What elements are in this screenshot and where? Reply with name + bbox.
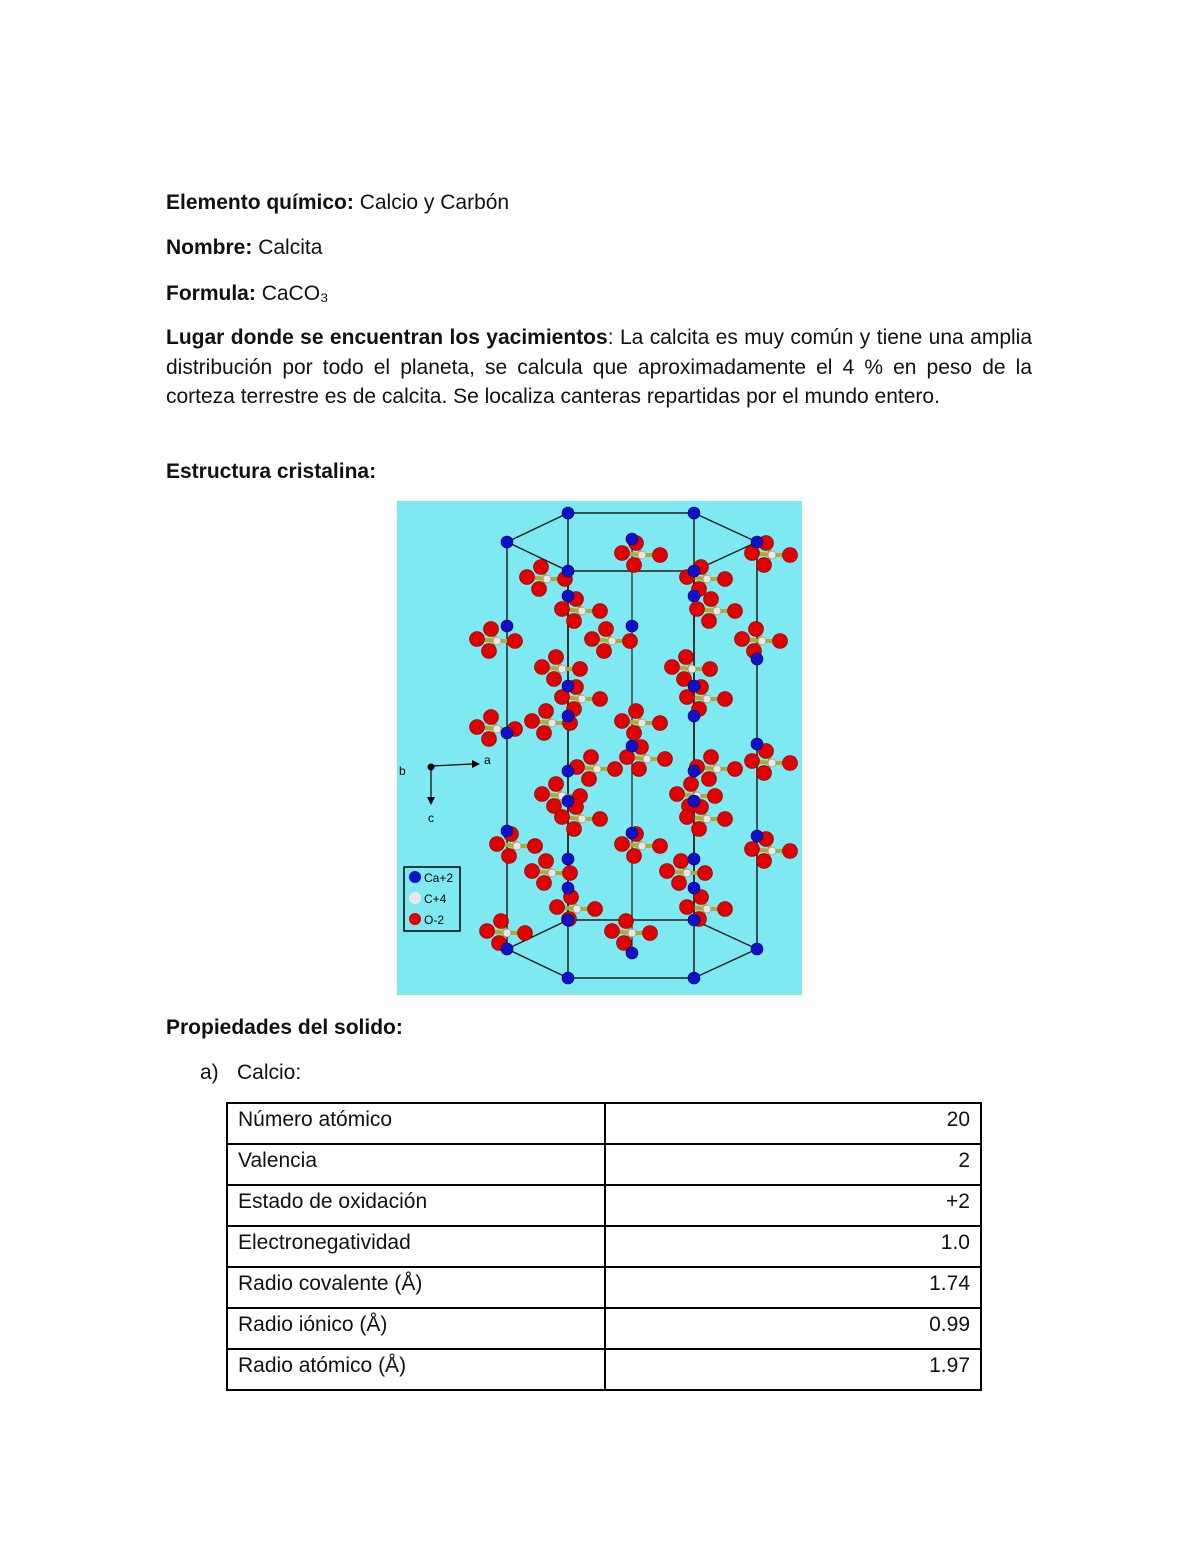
oxygen-atom — [679, 650, 694, 665]
calcium-atom — [688, 914, 700, 926]
oxygen-atom — [757, 558, 772, 573]
calcium-atom — [751, 738, 763, 750]
oxygen-atom — [718, 692, 733, 707]
list-item-label: Calcio: — [237, 1061, 302, 1084]
field-value: Calcita — [258, 236, 323, 259]
oxygen-atom — [783, 756, 798, 771]
oxygen-atom — [484, 710, 499, 725]
field-label: Formula: — [166, 282, 256, 305]
oxygen-atom — [680, 810, 695, 825]
row-value: 1.0 — [605, 1226, 981, 1267]
calcium-atom — [562, 710, 574, 722]
oxygen-atom — [718, 572, 733, 587]
oxygen-atom — [718, 902, 733, 917]
oxygen-atom — [537, 876, 552, 891]
calcium-atom — [562, 914, 574, 926]
oxygen-atom — [653, 839, 668, 854]
carbon-atom — [548, 719, 556, 727]
oxygen-atom — [584, 750, 599, 765]
calcium-atom — [751, 536, 763, 548]
calcium-atom — [562, 765, 574, 777]
axis-a-label: a — [484, 753, 491, 767]
cell-edge — [694, 513, 757, 542]
oxygen-atom — [615, 714, 630, 729]
oxygen-atom — [549, 650, 564, 665]
oxygen-atom — [658, 752, 673, 767]
oxygen-atom — [582, 772, 597, 787]
oxygen-atom — [735, 632, 750, 647]
cell-edge — [507, 513, 568, 542]
calcium-atom — [751, 653, 763, 665]
calcium-atom — [688, 565, 700, 577]
field-propiedades — [166, 1013, 403, 1043]
oxygen-atom — [749, 622, 764, 637]
oxygen-atom — [783, 844, 798, 859]
legend-ca: Ca+2 — [424, 871, 454, 885]
field-value: CaCO₃ — [261, 282, 329, 305]
carbon-atom — [683, 869, 691, 877]
row-label: Número atómico — [227, 1103, 605, 1144]
field-label: Nombre: — [166, 236, 253, 259]
row-value: 1.74 — [605, 1267, 981, 1308]
oxygen-atom — [555, 602, 570, 617]
oxygen-atom — [549, 777, 564, 792]
carbon-atom — [578, 695, 586, 703]
oxygen-atom — [539, 704, 554, 719]
carbon-atom — [593, 765, 601, 773]
carbon-atom — [768, 759, 776, 767]
legend-o: O-2 — [424, 913, 445, 927]
calcium-atom — [688, 710, 700, 722]
oxygen-atom — [470, 720, 485, 735]
oxygen-atom — [690, 602, 705, 617]
ca-legend-swatch — [409, 871, 421, 883]
section-heading: Estructura cristalina: — [166, 460, 377, 483]
oxygen-atom — [520, 570, 535, 585]
oxygen-atom — [745, 754, 760, 769]
row-label: Valencia — [227, 1144, 605, 1185]
calcium-atom — [501, 536, 513, 548]
oxygen-atom — [692, 822, 707, 837]
field-elemento — [166, 188, 509, 218]
carbon-atom — [638, 551, 646, 559]
list-marker: a) — [200, 1061, 219, 1084]
field-lugar — [166, 323, 1032, 412]
oxygen-atom — [550, 900, 565, 915]
calcium-atom — [751, 943, 763, 955]
carbon-atom — [703, 905, 711, 913]
oxygen-atom — [502, 849, 517, 864]
carbon-atom — [758, 637, 766, 645]
row-value: 1.97 — [605, 1349, 981, 1390]
calcium-atom — [562, 507, 574, 519]
o-legend-swatch — [409, 913, 421, 925]
figure-legend — [404, 867, 460, 931]
oxygen-atom — [528, 839, 543, 854]
oxygen-atom — [728, 604, 743, 619]
calcium-atom — [501, 943, 513, 955]
carbon-atom — [703, 695, 711, 703]
calcium-atom — [562, 565, 574, 577]
oxygen-atom — [599, 622, 614, 637]
oxygen-atom — [615, 546, 630, 561]
c-legend-swatch — [409, 892, 421, 904]
oxygen-atom — [593, 812, 608, 827]
row-value: +2 — [605, 1185, 981, 1226]
carbon-atom — [493, 637, 501, 645]
oxygen-atom — [573, 662, 588, 677]
carbon-atom — [493, 725, 501, 733]
calcium-atom — [688, 590, 700, 602]
section-heading: Propiedades del solido: — [166, 1016, 403, 1039]
oxygen-atom — [535, 787, 550, 802]
calcium-atom — [501, 620, 513, 632]
oxygen-atom — [525, 714, 540, 729]
table-row — [227, 1103, 981, 1144]
carbon-atom — [548, 869, 556, 877]
table-row — [227, 1144, 981, 1185]
row-label: Radio iónico (Å) — [227, 1308, 605, 1349]
calcium-atom — [688, 882, 700, 894]
oxygen-atom — [674, 854, 689, 869]
carbon-atom — [713, 607, 721, 615]
oxygen-atom — [567, 822, 582, 837]
oxygen-atom — [619, 914, 634, 929]
axis-c-label: c — [428, 811, 434, 825]
oxygen-atom — [708, 789, 723, 804]
oxygen-atom — [532, 582, 547, 597]
carbon-atom — [558, 665, 566, 673]
field-nombre — [166, 233, 322, 263]
oxygen-atom — [482, 732, 497, 747]
oxygen-atom — [480, 924, 495, 939]
oxygen-atom — [704, 750, 719, 765]
carbon-atom — [573, 905, 581, 913]
oxygen-atom — [702, 614, 717, 629]
calcium-atom — [688, 680, 700, 692]
field-value: : La calcita es muy común y tiene una amplia distribución por todo el planeta, se calcula que aproximadamente el 4 % en peso de la corteza terrestre es de calcita. Se localiza canteras repartidas por el mundo entero. — [166, 326, 1033, 408]
carbon-atom — [768, 847, 776, 855]
table-row — [227, 1185, 981, 1226]
table-row — [227, 1226, 981, 1267]
oxygen-atom — [588, 902, 603, 917]
calcium-atom — [751, 830, 763, 842]
oxygen-atom — [484, 622, 499, 637]
cell-edge — [507, 949, 568, 978]
carbon-atom — [578, 607, 586, 615]
oxygen-atom — [593, 692, 608, 707]
crystal-structure-figure — [397, 501, 802, 995]
row-label: Radio covalente (Å) — [227, 1267, 605, 1308]
oxygen-atom — [698, 866, 713, 881]
carbon-atom — [503, 929, 511, 937]
oxygen-atom — [539, 854, 554, 869]
field-value: Calcio y Carbón — [359, 191, 510, 214]
carbon-atom — [628, 929, 636, 937]
calcium-atom — [501, 727, 513, 739]
legend-c: C+4 — [424, 892, 447, 906]
oxygen-atom — [547, 672, 562, 687]
properties-table — [226, 1102, 982, 1391]
calcium-atom — [688, 765, 700, 777]
axes-indicator — [399, 753, 491, 825]
oxygen-atom — [629, 704, 644, 719]
calcium-atom — [562, 590, 574, 602]
row-label: Electronegatividad — [227, 1226, 605, 1267]
oxygen-atom — [653, 548, 668, 563]
field-formula — [166, 279, 329, 309]
carbon-atom — [638, 842, 646, 850]
calcium-atom — [562, 795, 574, 807]
calcium-atom — [626, 827, 638, 839]
carbon-atom — [688, 665, 696, 673]
oxygen-atom — [627, 849, 642, 864]
oxygen-atom — [757, 766, 772, 781]
row-value: 20 — [605, 1103, 981, 1144]
oxygen-atom — [534, 560, 549, 575]
row-label: Estado de oxidación — [227, 1185, 605, 1226]
axis-b-label: b — [399, 764, 406, 778]
oxygen-atom — [704, 592, 719, 607]
calcium-atom — [626, 620, 638, 632]
oxygen-atom — [643, 926, 658, 941]
oxygen-atom — [665, 660, 680, 675]
table-row — [227, 1308, 981, 1349]
field-label: Elemento químico: — [166, 191, 354, 214]
calcium-atom — [626, 533, 638, 545]
oxygen-atom — [518, 926, 533, 941]
oxygen-atom — [680, 900, 695, 915]
oxygen-atom — [567, 614, 582, 629]
oxygen-atom — [632, 762, 647, 777]
oxygen-atom — [718, 812, 733, 827]
crystal-structure-diagram — [397, 501, 802, 995]
carbon-atom — [578, 815, 586, 823]
oxygen-atom — [653, 716, 668, 731]
table-row — [227, 1349, 981, 1390]
carbon-atom — [768, 551, 776, 559]
oxygen-atom — [482, 644, 497, 659]
carbon-atom — [713, 765, 721, 773]
oxygen-atom — [684, 777, 699, 792]
table-row — [227, 1267, 981, 1308]
oxygen-atom — [728, 762, 743, 777]
oxygen-atom — [494, 914, 509, 929]
oxygen-atom — [525, 864, 540, 879]
oxygen-atom — [783, 548, 798, 563]
cell-edge — [694, 949, 757, 978]
oxygen-atom — [670, 787, 685, 802]
oxygen-atom — [703, 662, 718, 677]
row-label: Radio atómico (Å) — [227, 1349, 605, 1390]
calcium-atom — [562, 853, 574, 865]
oxygen-atom — [605, 924, 620, 939]
carbon-atom — [638, 719, 646, 727]
calcium-atom — [562, 972, 574, 984]
carbon-atom — [703, 575, 711, 583]
oxygen-atom — [672, 876, 687, 891]
oxygen-atom — [660, 864, 675, 879]
oxygen-atom — [508, 634, 523, 649]
field-estructura — [166, 457, 376, 487]
oxygen-atom — [623, 634, 638, 649]
oxygen-atom — [470, 632, 485, 647]
carbon-atom — [643, 755, 651, 763]
oxygen-atom — [563, 866, 578, 881]
calcium-atom — [688, 972, 700, 984]
oxygen-atom — [608, 762, 623, 777]
row-value: 2 — [605, 1144, 981, 1185]
calcium-atom — [562, 882, 574, 894]
oxygen-atom — [773, 634, 788, 649]
oxygen-atom — [627, 726, 642, 741]
oxygen-atom — [537, 726, 552, 741]
oxygen-atom — [597, 644, 612, 659]
oxygen-atom — [593, 604, 608, 619]
oxygen-atom — [745, 842, 760, 857]
field-label: Lugar donde se encuentran los yacimientos — [166, 326, 608, 349]
oxygen-atom — [535, 660, 550, 675]
carbon-atom — [513, 842, 521, 850]
calcium-atom — [501, 825, 513, 837]
oxygen-atom — [555, 810, 570, 825]
oxygen-atom — [627, 558, 642, 573]
calcium-atom — [688, 507, 700, 519]
calcium-atom — [688, 795, 700, 807]
carbon-atom — [703, 815, 711, 823]
calcium-atom — [562, 680, 574, 692]
oxygen-atom — [585, 632, 600, 647]
list-item — [200, 1058, 301, 1088]
carbon-atom — [608, 637, 616, 645]
oxygen-atom — [490, 837, 505, 852]
calcium-atom — [626, 947, 638, 959]
oxygen-atom — [757, 854, 772, 869]
oxygen-atom — [702, 772, 717, 787]
calcium-atom — [626, 740, 638, 752]
calcium-atom — [688, 853, 700, 865]
carbon-atom — [543, 575, 551, 583]
row-value: 0.99 — [605, 1308, 981, 1349]
oxygen-atom — [615, 837, 630, 852]
